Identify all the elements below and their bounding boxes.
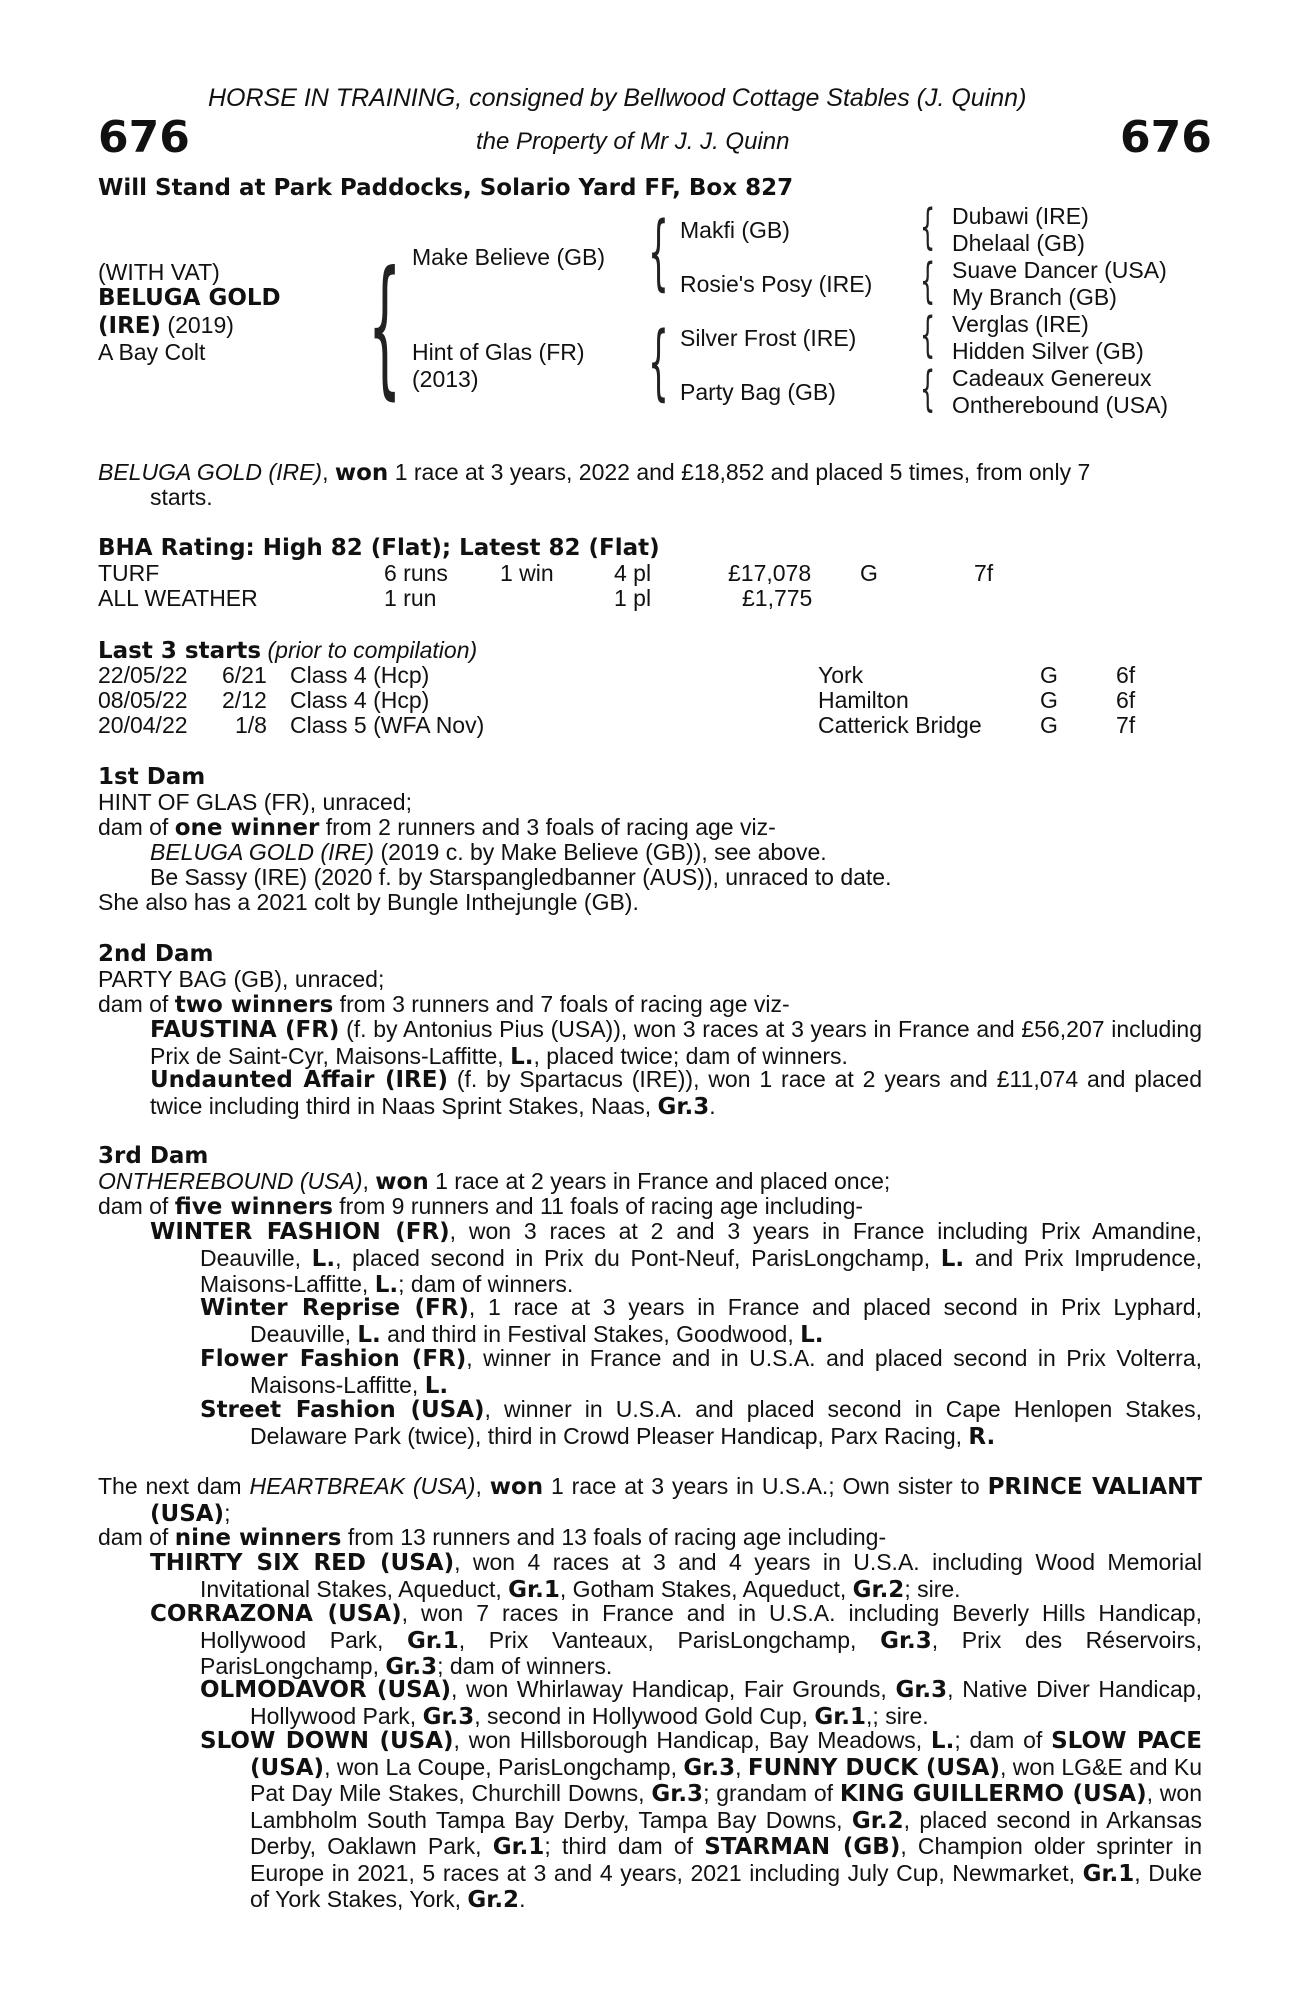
consignment-title: HORSE IN TRAINING, consigned by Bellwood Cottage Stables (J. Quinn) [208, 84, 1027, 112]
pedigree-dam-sire: Silver Frost (IRE) [680, 325, 857, 351]
pedigree-g6: Hidden Silver (GB) [952, 338, 1144, 364]
pedigree-sire: Make Believe (GB) [412, 244, 606, 270]
horse-description: A Bay Colt [98, 339, 206, 365]
horse-origin: (IRE) [98, 313, 162, 339]
race-summary: BELUGA GOLD (IRE), won 1 race at 3 years, 2022 and £18,852 and placed 5 times, from only 7 [98, 459, 1091, 486]
dam1-line1: HINT OF GLAS (FR), unraced; [98, 789, 412, 815]
rating-aw-runs: 1 run [384, 585, 437, 611]
nextdam-line1: The next dam HEARTBREAK (USA), won 1 race at 3 years in U.S.A.; Own sister to PRINCE VALIANT (USA); [98, 1473, 1203, 1527]
nextdam-progeny-1: THIRTY SIX RED (USA), won 4 races at 3 and 4 years in U.S.A. including Wood Memorial Invitational Stakes, Aqueduct, Gr.1, Gotham Stakes, Aqueduct, Gr.2; sire. [150, 1549, 1202, 1603]
rating-aw-prize: £1,775 [742, 585, 813, 611]
dam1-line2: dam of one winner from 2 runners and 3 foals of racing age viz- [98, 814, 776, 841]
pedigree-g3: Suave Dancer (USA) [952, 257, 1167, 283]
pedigree-sire-sire: Makfi (GB) [680, 217, 790, 243]
race-summary-cont: starts. [150, 484, 213, 510]
dam2-progeny-1: FAUSTINA (FR) (f. by Antonius Pius (USA)), won 3 races at 3 years in France and £56,207 including Prix de Saint-Cyr, Maisons-Laffitte, L., placed twice; dam of winners. [150, 1016, 1202, 1070]
pedigree-dam-dam: Party Bag (GB) [680, 379, 836, 405]
pedigree-brace-3d: { [920, 361, 936, 417]
last3-heading: Last 3 starts (prior to compilation) [98, 637, 478, 664]
rating-turf-pl: 4 pl [614, 560, 652, 586]
pedigree-brace-1: { [368, 240, 402, 414]
dam1-line5: She also has a 2021 colt by Bungle Inthejungle (GB). [98, 889, 639, 915]
pedigree-brace-3b: { [920, 253, 936, 309]
pedigree-brace-3a: { [920, 199, 936, 255]
rating-turf-dist: 7f [974, 560, 994, 586]
dam3-progeny-2: Winter Reprise (FR), 1 race at 3 years in France and placed second in Prix Lyphard, Deauville, L. and third in Festival Stakes, Goodwood, L. [200, 1294, 1202, 1348]
bha-rating: BHA Rating: High 82 (Flat); Latest 82 (Flat) [98, 535, 660, 561]
nextdam-progeny-2: CORRAZONA (USA), won 7 races in France and in U.S.A. including Beverly Hills Handicap, Hollywood Park, Gr.1, Prix Vanteaux, ParisLongchamp, Gr.3, Prix des Réservoirs, ParisLongchamp, Gr.3; dam of winners. [150, 1600, 1202, 1680]
pedigree-sire-dam: Rosie's Posy (IRE) [680, 271, 873, 297]
stand-location: Will Stand at Park Paddocks, Solario Yard FF, Box 827 [98, 175, 794, 201]
dam2-progeny-2: Undaunted Affair (IRE) (f. by Spartacus (IRE)), won 1 race at 2 years and £11,074 and placed twice including third in Naas Sprint Stakes, Naas, Gr.3. [150, 1066, 1203, 1120]
horse-year: (2019) [167, 312, 234, 338]
lot-number-right: 676 [1120, 112, 1212, 163]
horse-origin-year [98, 313, 234, 340]
dam3-heading: 3rd Dam [98, 1143, 209, 1169]
vat-note: (WITH VAT) [98, 259, 220, 285]
dam1-line4: Be Sassy (IRE) (2020 f. by Starspangledbanner (AUS)), unraced to date. [150, 864, 892, 890]
pedigree-brace-3c: { [920, 307, 936, 363]
pedigree-brace-2a: { [648, 205, 669, 300]
nextdam-progeny-3: OLMODAVOR (USA), won Whirlaway Handicap, Fair Grounds, Gr.3, Native Diver Handicap, Hollywood Park, Gr.3, second in Hollywood Gold Cup, Gr.1,; sire. [200, 1676, 1202, 1730]
dam2-heading: 2nd Dam [98, 941, 214, 967]
property-line: the Property of Mr J. J. Quinn [476, 128, 790, 155]
horse-name: BELUGA GOLD [98, 285, 281, 311]
pedigree-g8: Ontherebound (USA) [952, 392, 1169, 418]
rating-aw-surface: ALL WEATHER [98, 585, 258, 611]
nextdam-line2: dam of nine winners from 13 runners and 13 foals of racing age including- [98, 1524, 887, 1551]
pedigree-dam: Hint of Glas (FR) [412, 339, 585, 365]
dam2-line1: PARTY BAG (GB), unraced; [98, 966, 385, 992]
pedigree-g4: My Branch (GB) [952, 284, 1117, 310]
rating-turf-surface: TURF [98, 560, 160, 586]
dam3-progeny-3: Flower Fashion (FR), winner in France and in U.S.A. and placed second in Prix Volterra, Maisons-Laffitte, L. [200, 1345, 1203, 1399]
rating-aw-pl: 1 pl [614, 585, 652, 611]
dam1-heading: 1st Dam [98, 764, 206, 790]
pedigree-g5: Verglas (IRE) [952, 311, 1089, 337]
nextdam-progeny-4: SLOW DOWN (USA), won Hillsborough Handicap, Bay Meadows, L.; dam of SLOW PACE (USA), won La Coupe, ParisLongchamp, Gr.3, FUNNY DUCK (USA), won LG&E and Ku Pat Day Mile Stakes, Churchill Downs, Gr.3; grandam of KING GUILLERMO (USA), won Lambholm South Tampa Bay Derby, Tampa Bay Downs, Gr.2, placed second in Arkansas Derby, Oaklawn Park, Gr.1; third dam of STARMAN (GB), Champion older sprinter in Europe in 2021, 5 races at 3 and 4 years, 2021 including July Cup, Newmarket, Gr.1, Duke of York Stakes, York, Gr.2. [200, 1727, 1203, 1913]
rating-turf-wins: 1 win [500, 560, 554, 586]
pedigree-g7: Cadeaux Genereux [952, 365, 1152, 391]
lot-number-left: 676 [98, 112, 190, 163]
dam1-line3: BELUGA GOLD (IRE) (2019 c. by Make Believe (GB)), see above. [150, 839, 827, 865]
pedigree-g1: Dubawi (IRE) [952, 203, 1089, 229]
dam3-progeny-1: WINTER FASHION (FR), won 3 races at 2 and 3 years in France including Prix Amandine, Deauville, L., placed second in Prix du Pont-Neuf, ParisLongchamp, L. and Prix Imprudence, Maisons-Laffitte, L.; dam of winners. [150, 1218, 1202, 1298]
dam3-line1: ONTHEREBOUND (USA), won 1 race at 2 years in France and placed once; [98, 1168, 891, 1195]
rating-turf-runs: 6 runs [384, 560, 448, 586]
pedigree-dam-year: (2013) [412, 366, 479, 392]
rating-turf-prize: £17,078 [728, 560, 812, 586]
dam2-line2: dam of two winners from 3 runners and 7 foals of racing age viz- [98, 991, 790, 1018]
pedigree-brace-2b: { [648, 315, 669, 410]
rating-turf-going: G [860, 560, 878, 586]
pedigree-g2: Dhelaal (GB) [952, 230, 1085, 256]
dam3-progeny-4: Street Fashion (USA), winner in U.S.A. and placed second in Cape Henlopen Stakes, Delaware Park (twice), third in Crowd Pleaser Handicap, Parx Racing, R. [200, 1396, 1202, 1450]
dam3-line2: dam of five winners from 9 runners and 11 foals of racing age including- [98, 1193, 864, 1220]
